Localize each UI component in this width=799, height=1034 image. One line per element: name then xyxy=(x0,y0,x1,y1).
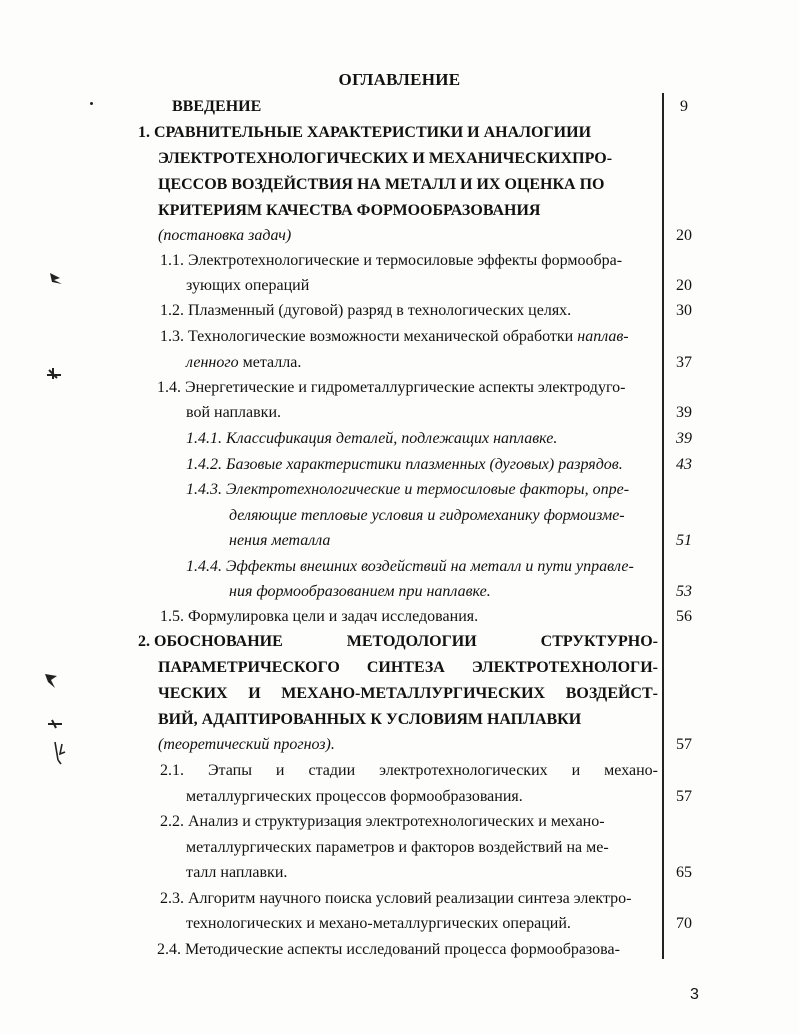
toc-entry-1-3-cont: ленного металла. xyxy=(186,354,302,371)
toc-entry-1-1-cont: зующих операций xyxy=(186,277,310,294)
toc-entry-1-4-1: 1.4.1. Классификация деталей, подлежащих наплавке. xyxy=(186,430,558,447)
chapter-2-heading-line: ЧЕСКИХ И МЕХАНО-МЕТАЛЛУРГИЧЕСКИХ ВОЗДЕЙСТ- xyxy=(158,685,658,702)
toc-entry-2-4: 2.4. Методические аспекты исследований процесса формообразова- xyxy=(157,941,620,958)
page-number: 30 xyxy=(676,302,692,319)
scan-speck-icon xyxy=(52,740,68,766)
toc-entry-introduction: ВВЕДЕНИЕ xyxy=(172,98,262,115)
chapter-1-heading: 1. СРАВНИТЕЛЬНЫЕ ХАРАКТЕРИСТИКИ И АНАЛОГИИИ xyxy=(138,124,592,141)
page-number: 57 xyxy=(676,788,692,805)
toc-entry-2-3: 2.3. Алгоритм научного поиска условий реализации синтеза электро- xyxy=(160,890,632,907)
toc-entry-1-4-3: 1.4.3. Электротехнологические и термосиловые факторы, опре- xyxy=(186,481,630,498)
scan-speck-icon xyxy=(42,670,60,692)
page-number: 53 xyxy=(676,583,692,600)
page-title: ОГЛАВЛЕНИЕ xyxy=(338,70,461,89)
chapter-2-heading-line: ВИЙ, АДАПТИРОВАННЫХ К УСЛОВИЯМ НАПЛАВКИ xyxy=(158,711,582,728)
folio-page-number: 3 xyxy=(690,986,699,1003)
toc-entry-1-3: 1.3. Технологические возможности механической обработки наплав- xyxy=(160,328,629,345)
toc-entry-1-4: 1.4. Энергетические и гидрометаллургические аспекты электродуго- xyxy=(157,379,626,396)
toc-entry-1-4-2: 1.4.2. Базовые характеристики плазменных (дуговых) разрядов. xyxy=(186,456,623,473)
toc-entry-2-2-cont: талл наплавки. xyxy=(186,864,288,881)
page-number: 9 xyxy=(680,98,688,115)
scan-speck-icon xyxy=(48,270,68,286)
toc-entry-2-3-cont: технологических и механо-металлургических операций. xyxy=(186,915,571,932)
page-number: 39 xyxy=(676,404,692,421)
chapter-2-subtitle: (теоретический прогноз). xyxy=(158,736,335,753)
page-number: 37 xyxy=(676,354,692,371)
page-number: 65 xyxy=(676,864,692,881)
toc-entry-1-4-4-cont: ния формообразованием при наплавке. xyxy=(229,583,491,600)
toc-entry-2-1: 2.1. Этапы и стадии электротехнологических и механо- xyxy=(160,762,658,779)
page-number: 57 xyxy=(676,736,692,753)
page-number: 20 xyxy=(676,277,692,294)
toc-entry-1-1: 1.1. Электротехнологические и термосиловые эффекты формообра- xyxy=(160,252,623,269)
scan-dot xyxy=(90,102,93,105)
toc-entry-1-4-cont: вой наплавки. xyxy=(186,404,281,421)
toc-entry-2-2: 2.2. Анализ и структуризация электротехнологических и механо- xyxy=(160,813,605,830)
page-number: 20 xyxy=(676,227,692,244)
chapter-1-heading-line: ЦЕССОВ ВОЗДЕЙСТВИЯ НА МЕТАЛЛ И ИХ ОЦЕНКА ПО xyxy=(158,176,605,193)
toc-entry-1-5: 1.5. Формулировка цели и задач исследования. xyxy=(160,608,479,625)
chapter-2-heading-line: ПАРАМЕТРИЧЕСКОГО СИНТЕЗА ЭЛЕКТРОТЕХНОЛОГИ- xyxy=(158,659,658,676)
chapter-1-subtitle: (постановка задач) xyxy=(158,227,292,244)
page-number-column-rule xyxy=(662,93,664,959)
toc-entry-1-4-4: 1.4.4. Эффекты внешних воздействий на металл и пути управле- xyxy=(186,558,634,575)
scan-speck-icon xyxy=(46,718,64,730)
page-number: 70 xyxy=(676,915,692,932)
toc-entry-2-2-cont: металлургических параметров и факторов воздействий на ме- xyxy=(186,839,609,856)
toc-entry-1-4-3-cont: нения металла xyxy=(229,532,331,549)
chapter-1-heading-line: КРИТЕРИЯМ КАЧЕСТВА ФОРМООБРАЗОВАНИЯ xyxy=(158,202,541,219)
toc-entry-2-1-cont: металлургических процессов формообразования. xyxy=(186,788,523,805)
page-number: 56 xyxy=(676,608,692,625)
toc-entry-1-2: 1.2. Плазменный (дуговой) разряд в технологических целях. xyxy=(160,302,572,319)
chapter-1-heading-line: ЭЛЕКТРОТЕХНОЛОГИЧЕСКИХ И МЕХАНИЧЕСКИХПРО- xyxy=(158,150,613,167)
scan-speck-icon xyxy=(44,365,64,381)
page-number: 39 xyxy=(676,430,692,447)
chapter-2-heading: 2. ОБОСНОВАНИЕ МЕТОДОЛОГИИ СТРУКТУРНО- xyxy=(138,633,658,650)
page-number: 43 xyxy=(676,456,692,473)
toc-entry-1-4-3-cont: деляющие тепловые условия и гидромеханику формоизме- xyxy=(229,507,625,524)
page-number: 51 xyxy=(676,532,692,549)
